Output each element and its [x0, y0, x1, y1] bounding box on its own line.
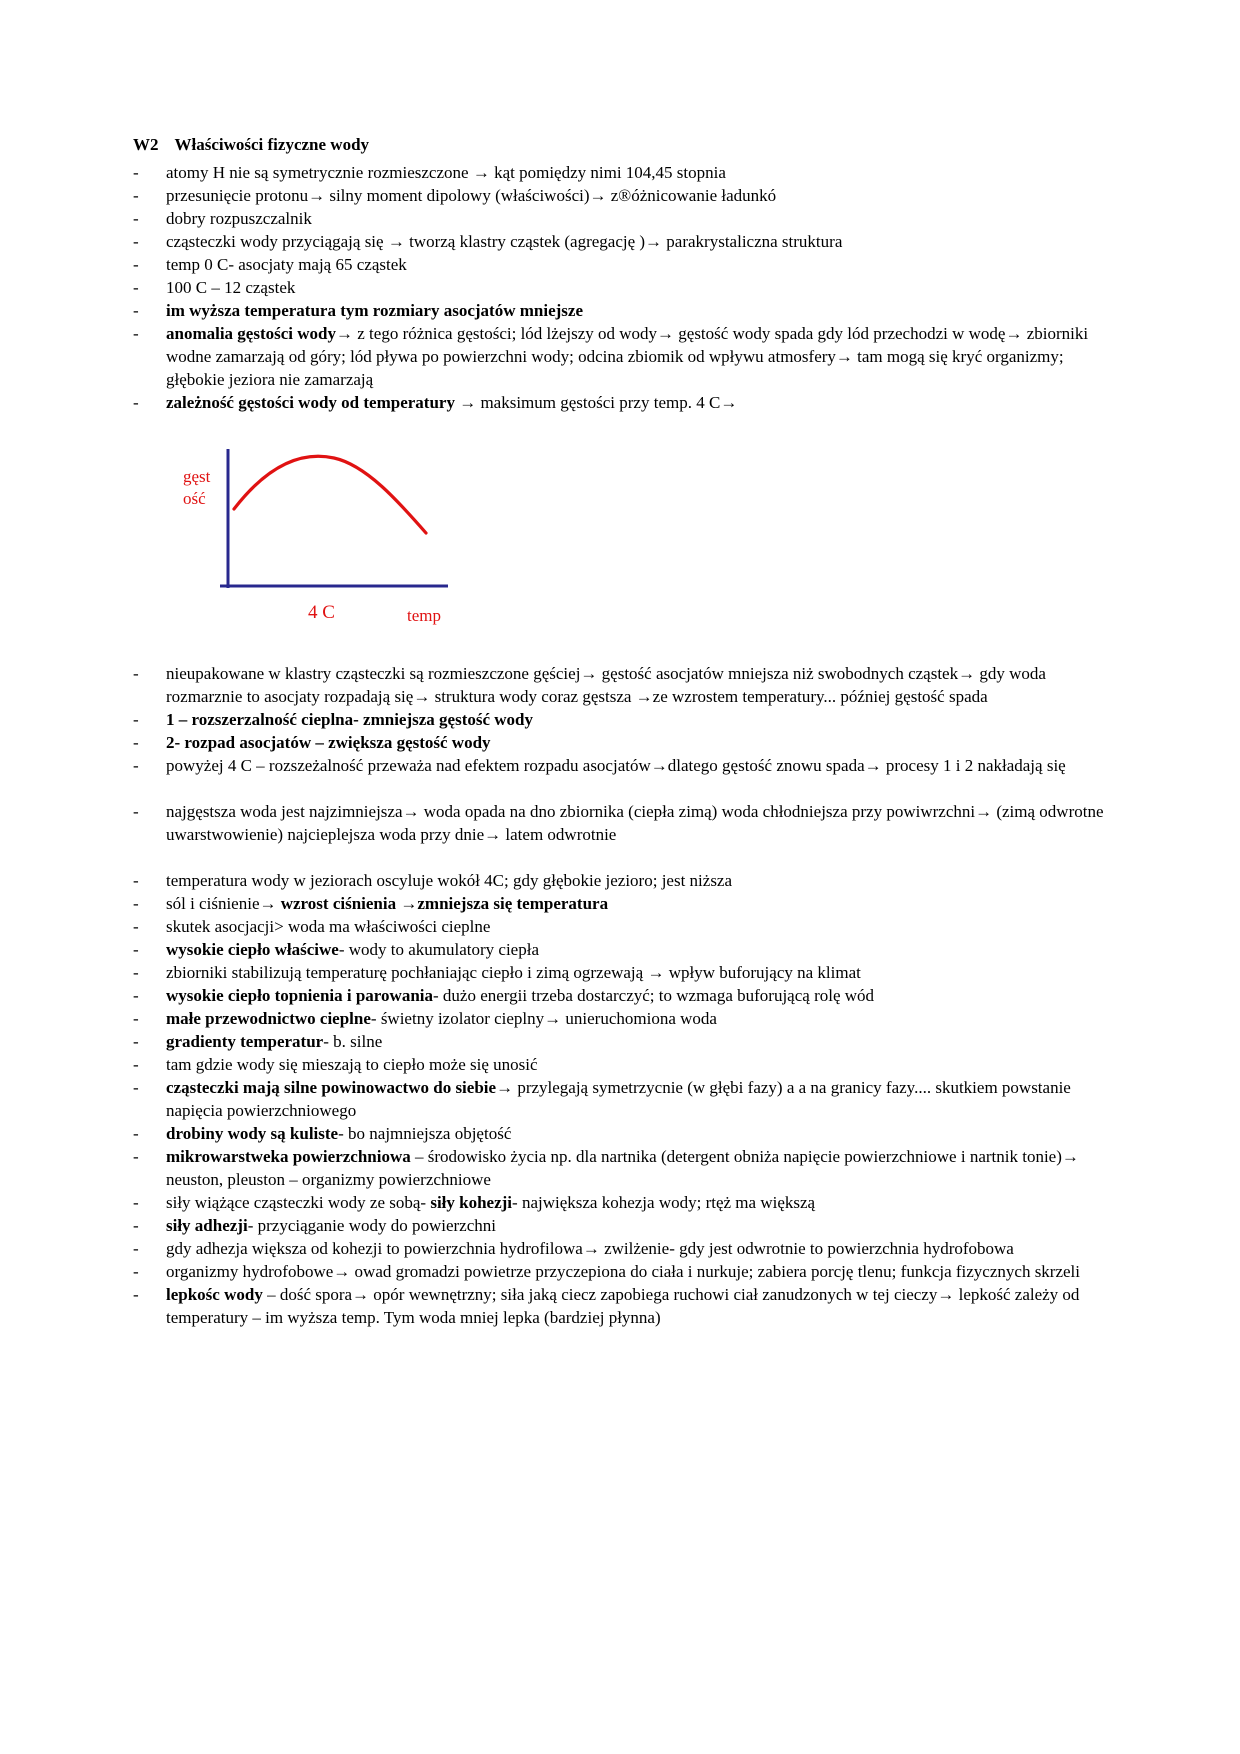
list-item: [133, 961, 1107, 984]
bullet-dash: -: [133, 1147, 139, 1166]
bullet-dash: -: [133, 894, 139, 913]
list-item: [133, 938, 1107, 961]
bullet-dash: -: [133, 301, 139, 320]
bullet-dash: -: [133, 733, 139, 752]
y-axis-label-line2: ość: [183, 489, 206, 508]
item-text: najgęstsza woda jest najzimniejsza→ woda opada na dno zbiornika (ciepła zimą) woda chłodniejsza przy powiwrzchni→ (zimą odwrotne uwarstwowienie) najcieplejsza woda przy dnie→ latem odwrotnie: [166, 802, 1104, 844]
bullet-dash: -: [133, 255, 139, 274]
list-item: [133, 276, 1107, 299]
list-item: [133, 708, 1107, 731]
list-item: [133, 1076, 1107, 1122]
list-item: [133, 230, 1107, 253]
chart-area: [180, 445, 1107, 642]
density-curve: [234, 456, 426, 533]
density-temperature-chart: [180, 445, 480, 637]
bullet-dash: -: [133, 963, 139, 982]
item-text: nieupakowane w klastry cząsteczki są rozmieszczone gęściej→ gęstość asocjatów mniejsza niż swobodnych cząstek→ gdy woda rozmarznie to asocjaty rozpadają się→ struktura wody coraz gęstsza →ze wzrostem temperatury... później gęstość spada: [166, 664, 1046, 706]
y-axis-label-line1: gęst: [183, 467, 211, 486]
bullet-dash: -: [133, 1124, 139, 1143]
list-item: [133, 800, 1107, 846]
item-text: temperatura wody w jeziorach oscyluje wokół 4C; gdy głębokie jezioro; jest niższa: [166, 871, 733, 890]
bullet-dash: -: [133, 232, 139, 251]
list-item: [133, 391, 1107, 414]
list-item: [133, 1214, 1107, 1237]
list-item: [133, 299, 1107, 322]
item-text: zbiorniki stabilizują temperaturę pochłaniając ciepło i zimą ogrzewają → wpływ buforujący na klimat: [166, 963, 861, 982]
item-text: cząsteczki wody przyciągają się → tworzą klastry cząstek (agregację )→ parakrystaliczna struktura: [166, 232, 843, 251]
list-item: [133, 984, 1107, 1007]
bullet-dash: -: [133, 1285, 139, 1304]
item-text: im wyższa temperatura tym rozmiary asocjatów mniejsze: [166, 301, 583, 320]
item-text: dobry rozpuszczalnik: [166, 209, 312, 228]
bullet-dash: -: [133, 940, 139, 959]
page-title: [133, 133, 1107, 156]
bullet-dash: -: [133, 1055, 139, 1074]
bullet-dash: -: [133, 393, 139, 412]
item-text: 100 C – 12 cząstek: [166, 278, 296, 297]
list-item: [133, 1053, 1107, 1076]
bullet-dash: -: [133, 163, 139, 182]
list-item: [133, 1145, 1107, 1191]
item-text: wysokie ciepło właściwe- wody to akumulatory ciepła: [166, 940, 539, 959]
list-item: [133, 322, 1107, 391]
bullet-dash: -: [133, 710, 139, 729]
list-item: [133, 731, 1107, 754]
item-text: drobiny wody są kuliste- bo najmniejsza objętość: [166, 1124, 512, 1143]
item-text: mikrowarstweka powierzchniowa – środowisko życia np. dla nartnika (detergent obniża napięcie powierzchniowe i nartnik tonie)→ neuston, pleuston – organizmy powierzchniowe: [166, 1147, 1079, 1189]
bullet-dash: -: [133, 278, 139, 297]
item-text: lepkośc wody – dość spora→ opór wewnętrzny; siła jaką ciecz zapobiega ruchowi ciał zanudzonych w tej cieczy→ lepkość zależy od temperatury – im wyższa temp. Tym woda mniej lepka (bardziej płynna): [166, 1285, 1080, 1327]
bullet-dash: -: [133, 1078, 139, 1097]
item-text: gdy adhezja większa od kohezji to powierzchnia hydrofilowa→ zwilżenie- gdy jest odwrotnie to powierzchnia hydrofobowa: [166, 1239, 1014, 1258]
item-text: tam gdzie wody się mieszają to ciepło może się unosić: [166, 1055, 538, 1074]
item-text: małe przewodnictwo cieplne- świetny izolator cieplny→ unieruchomiona woda: [166, 1009, 717, 1028]
item-text: cząsteczki mają silne powinowactwo do siebie→ przylegają symetrzycnie (w głębi fazy) a a na granicy fazy.... skutkiem powstanie napięcia powierzchniowego: [166, 1078, 1071, 1120]
list-item: [133, 662, 1107, 708]
item-text: temp 0 C- asocjaty mają 65 cząstek: [166, 255, 407, 274]
bullet-dash: -: [133, 986, 139, 1005]
bullet-dash: -: [133, 1193, 139, 1212]
list-item: [133, 1007, 1107, 1030]
list-item: [133, 161, 1107, 184]
item-text: organizmy hydrofobowe→ owad gromadzi powietrze przyczepiona do ciała i nurkuje; zabiera porcję tlenu; funkcja fizycznych skrzeli: [166, 1262, 1081, 1281]
list-item: [133, 253, 1107, 276]
item-text: wysokie ciepło topnienia i parowania- dużo energii trzeba dostarczyć; to wzmaga buforującą rolę wód: [166, 986, 875, 1005]
notes-list-lower: [133, 662, 1107, 1329]
list-item: [133, 869, 1107, 892]
list-item: [133, 1237, 1107, 1260]
item-text: powyżej 4 C – rozszeżalność przeważa nad efektem rozpadu asocjatów→dlatego gęstość znowu spada→ procesy 1 i 2 nakładają się: [166, 756, 1066, 775]
list-item: [133, 892, 1107, 915]
list-item: [133, 1030, 1107, 1053]
bullet-dash: -: [133, 209, 139, 228]
list-item: [133, 754, 1107, 777]
title-text: Właściwości fizyczne wody: [174, 135, 370, 154]
bullet-dash: -: [133, 1009, 139, 1028]
item-text: siły wiążące cząsteczki wody ze sobą- siły kohezji- największa kohezja wody; rtęż ma większą: [166, 1193, 816, 1212]
list-item: [133, 1191, 1107, 1214]
bullet-dash: -: [133, 917, 139, 936]
bullet-dash: -: [133, 1262, 139, 1281]
list-item: [133, 1122, 1107, 1145]
list-item: [133, 915, 1107, 938]
bullet-dash: -: [133, 1032, 139, 1051]
item-text: 2- rozpad asocjatów – zwiększa gęstość wody: [166, 733, 491, 752]
bullet-dash: -: [133, 324, 139, 343]
x-tick-label: 4 C: [308, 602, 335, 623]
item-text: gradienty temperatur- b. silne: [166, 1032, 383, 1051]
item-text: atomy H nie są symetrycznie rozmieszczone → kąt pomiędzy nimi 104,45 stopnia: [166, 163, 726, 182]
list-item: [133, 184, 1107, 207]
notes-list-upper: [133, 161, 1107, 414]
item-text: przesunięcie protonu→ silny moment dipolowy (właściwości)→ z®óżnicowanie ładunkó: [166, 186, 777, 205]
list-item: [133, 1260, 1107, 1283]
bullet-dash: -: [133, 1239, 139, 1258]
bullet-dash: -: [133, 664, 139, 683]
list-item: [133, 1283, 1107, 1329]
x-axis-label: temp: [407, 606, 441, 625]
item-text: skutek asocjacji> woda ma właściwości cieplne: [166, 917, 491, 936]
list-item: [133, 207, 1107, 230]
item-text: siły adhezji- przyciąganie wody do powierzchni: [166, 1216, 496, 1235]
bullet-dash: -: [133, 756, 139, 775]
bullet-dash: -: [133, 871, 139, 890]
title-code: W2: [133, 135, 159, 154]
bullet-dash: -: [133, 186, 139, 205]
bullet-dash: -: [133, 1216, 139, 1235]
item-text: sól i ciśnienie→ wzrost ciśnienia →zmniejsza się temperatura: [166, 894, 609, 913]
item-text: anomalia gęstości wody→ z tego różnica gęstości; lód lżejszy od wody→ gęstość wody spada gdy lód przechodzi w wodę→ zbiorniki wodne zamarzają od góry; lód pływa po powierzchni wody; odcina zbiomik od wpływu atmosfery→ tam mogą się kryć organizmy; głębokie jeziora nie zamarzają: [166, 324, 1089, 389]
item-text: 1 – rozszerzalność cieplna- zmniejsza gęstość wody: [166, 710, 533, 729]
item-text: zależność gęstości wody od temperatury → maksimum gęstości przy temp. 4 C→: [166, 393, 738, 412]
bullet-dash: -: [133, 802, 139, 821]
